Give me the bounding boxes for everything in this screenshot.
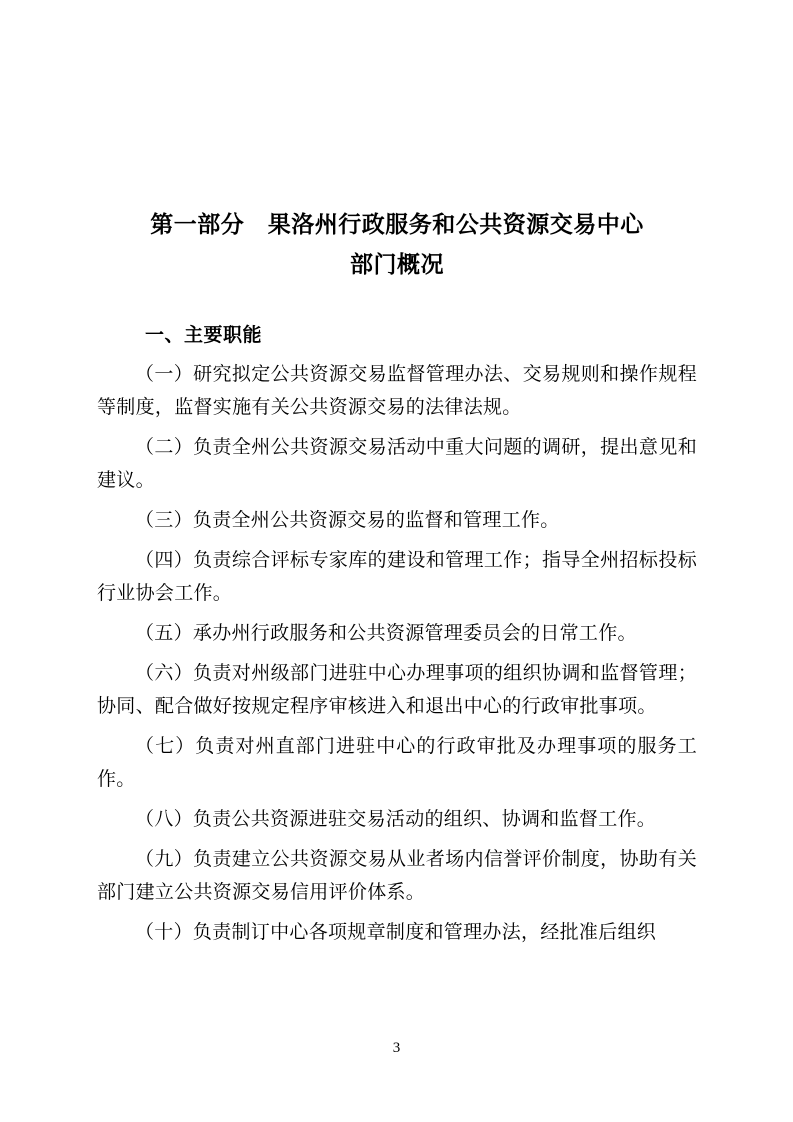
- page-title-line-2: 部门概况: [350, 252, 444, 278]
- paragraph: （四）负责综合评标专家库的建设和管理工作；指导全州招标投标行业协会工作。: [97, 549, 697, 604]
- document-content: [97, 0, 697, 949]
- page-title: [97, 0, 697, 285]
- paragraph: （十）负责制订中心各项规章制度和管理办法，经批准后组织: [135, 921, 657, 943]
- page-number: 3: [392, 1040, 401, 1056]
- paragraph: （六）负责对州级部门进驻中心办理事项的组织协调和监督管理；协同、配合做好按规定程序审核进入和退出中心的行政审批事项。: [97, 662, 697, 717]
- page-title-line-1: 第一部分 果洛州行政服务和公共资源交易中心: [150, 212, 644, 238]
- paragraph: （三）负责全州公共资源交易的监督和管理工作。: [135, 509, 560, 531]
- paragraph: （二）负责全州公共资源交易活动中重大问题的调研，提出意见和建议。: [97, 436, 697, 491]
- paragraph: （五）承办州行政服务和公共资源管理委员会的日常工作。: [135, 622, 637, 644]
- paragraph: （八）负责公共资源进驻交易活动的组织、协调和监督工作。: [135, 808, 657, 830]
- paragraph: （七）负责对州直部门进驻中心的行政审批及办理事项的服务工作。: [97, 735, 697, 790]
- paragraph: （一）研究拟定公共资源交易监督管理办法、交易规则和操作规程等制度，监督实施有关公共资源交易的法律法规。: [97, 363, 697, 418]
- section-heading: 一、主要职能: [145, 324, 263, 346]
- paragraph: （九）负责建立公共资源交易从业者场内信誉评价制度，协助有关部门建立公共资源交易信用评价体系。: [97, 848, 697, 903]
